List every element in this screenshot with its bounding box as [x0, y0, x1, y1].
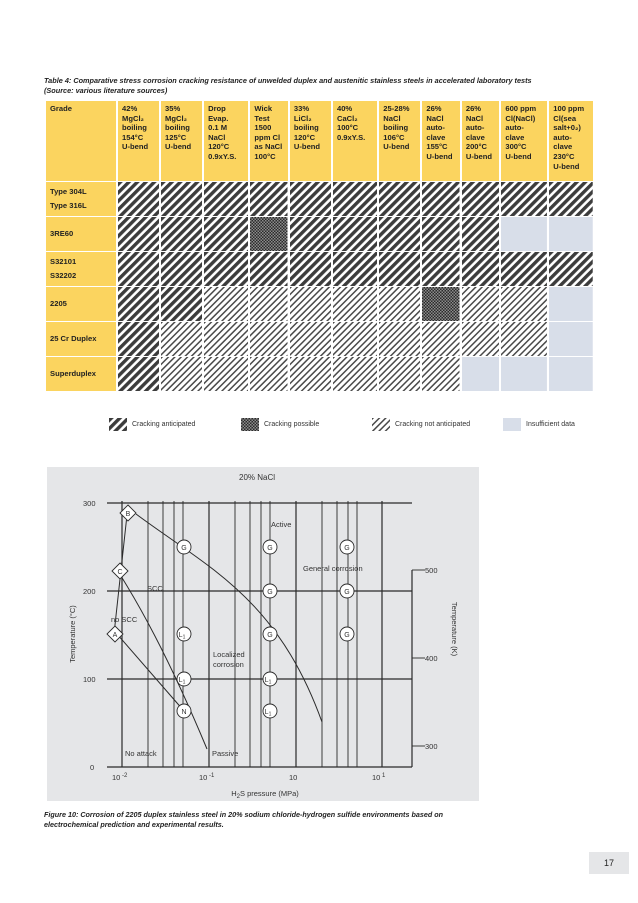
grade-name: Type 304L	[50, 187, 87, 196]
grade-name: S32202	[50, 271, 77, 280]
cracking-anticipated-cell	[422, 251, 460, 286]
x-tick: 10 $^1$	[372, 773, 386, 782]
cracking-anticipated-cell	[118, 321, 159, 356]
x-tick: 10 $^{-1}$	[199, 773, 215, 782]
point-g	[263, 627, 277, 641]
y-right-tick: 400	[425, 654, 438, 663]
header-line: 0.9xY.S.	[336, 132, 366, 142]
cracking-not-anticipated-cell	[422, 356, 460, 391]
legend-swatch-insufficient	[503, 418, 521, 431]
point-g	[177, 540, 191, 554]
header-line: 26%	[426, 104, 442, 113]
header-line: NaCl	[383, 113, 401, 123]
cracking-anticipated-cell	[118, 286, 159, 321]
cracking-anticipated-cell	[333, 181, 377, 216]
insufficient-data-cell	[501, 216, 547, 251]
header-test-condition	[333, 101, 377, 181]
grade-label	[46, 251, 116, 286]
cracking-not-anticipated-cell	[501, 321, 547, 356]
figure-caption	[44, 810, 443, 830]
cracking-anticipated-cell	[250, 251, 288, 286]
legend-label-not-anticipated: Cracking not anticipated	[395, 421, 471, 428]
svg-text:L1: $L_1$	[264, 677, 272, 686]
cracking-anticipated-cell	[161, 251, 202, 286]
header-line: 120°C	[293, 132, 316, 142]
figure-caption-line2: electrochemical prediction and experimental results.	[44, 820, 224, 829]
svg-text:A: A	[112, 632, 118, 639]
header-line: clave	[505, 132, 525, 142]
point-l1	[177, 672, 191, 686]
cracking-not-anticipated-cell	[333, 321, 377, 356]
y-right-ticks	[425, 566, 438, 751]
header-line: NaCl	[208, 132, 226, 142]
cracking-anticipated-cell	[549, 181, 593, 216]
cracking-not-anticipated-cell	[501, 286, 547, 321]
header-test-condition	[462, 101, 500, 181]
grade-name: S32101	[50, 257, 77, 266]
cracking-anticipated-cell	[204, 251, 248, 286]
svg-text:G: G	[344, 589, 350, 596]
grade-label	[46, 181, 116, 216]
header-line: 106°C	[383, 132, 405, 142]
header-line: 154°C	[122, 132, 144, 142]
cracking-not-anticipated-cell	[462, 321, 500, 356]
cracking-anticipated-cell	[290, 216, 331, 251]
y-right-tick: 500	[425, 566, 438, 575]
cracking-anticipated-cell	[118, 251, 159, 286]
grade-name: Superduplex	[50, 369, 96, 378]
point-g	[263, 584, 277, 598]
svg-text:G: G	[181, 545, 187, 552]
table-row	[46, 181, 593, 216]
header-line: clave	[426, 132, 446, 142]
header-grade: Grade	[46, 101, 116, 181]
cracking-anticipated-cell	[379, 216, 420, 251]
boundary-curves	[114, 514, 322, 749]
table-row	[46, 321, 593, 356]
svg-text:B: B	[125, 511, 131, 518]
y-right-tick: 300	[425, 742, 438, 751]
header-line: U-bend	[426, 151, 453, 161]
header-line: MgCl₂	[165, 113, 187, 123]
svg-text:G: G	[267, 545, 273, 552]
cracking-anticipated-cell	[462, 181, 500, 216]
table-header-row	[46, 101, 593, 181]
header-line: 0.9xY.S.	[208, 151, 237, 161]
header-line: Wick	[254, 104, 273, 113]
label-localized: Localized	[213, 650, 245, 659]
grid	[107, 501, 412, 767]
header-test-condition	[379, 101, 420, 181]
header-line: Drop	[208, 104, 226, 113]
grade-label	[46, 286, 116, 321]
header-test-condition	[161, 101, 202, 181]
cracking-not-anticipated-cell	[290, 321, 331, 356]
legend-label-possible: Cracking possible	[264, 421, 320, 428]
header-line: ppm Cl	[254, 132, 281, 142]
label-scc: SCC	[147, 584, 163, 593]
header-line: U-bend	[553, 161, 580, 171]
header-line: auto-	[505, 123, 524, 133]
header-line: U-bend	[122, 142, 149, 152]
point-l1	[263, 672, 277, 686]
cracking-not-anticipated-cell	[333, 356, 377, 391]
grade-label	[46, 321, 116, 356]
figure-title: 20% NaCl	[239, 473, 276, 482]
svg-text:G: G	[344, 632, 350, 639]
header-line: auto-	[465, 123, 485, 133]
header-line: salt+0₂)	[553, 123, 581, 133]
table-legend	[109, 418, 595, 431]
header-line: 26%	[465, 104, 482, 113]
point-n	[177, 704, 191, 718]
header-test-condition	[422, 101, 460, 181]
label-no-scc: no SCC	[111, 615, 138, 624]
header-line: U-bend	[505, 151, 532, 161]
header-line: 155°C	[426, 142, 448, 152]
point-c	[112, 563, 128, 579]
header-test-condition	[118, 101, 159, 181]
cracking-anticipated-cell	[333, 216, 377, 251]
header-test-condition	[290, 101, 331, 181]
header-line: MgCl₂	[122, 113, 144, 123]
header-line: 100°C	[254, 151, 276, 161]
header-line: 125°C	[165, 132, 187, 142]
grade-name: 3RE60	[50, 229, 74, 238]
header-line: 1500	[254, 123, 272, 133]
svg-text:G: G	[267, 589, 273, 596]
header-line: CaCl₂	[336, 113, 358, 123]
table-row	[46, 356, 593, 391]
header-line: auto-	[553, 132, 572, 142]
cracking-not-anticipated-cell	[333, 286, 377, 321]
cracking-not-anticipated-cell	[290, 356, 331, 391]
cracking-not-anticipated-cell	[204, 321, 248, 356]
svg-text:L1: $L_1$	[264, 709, 272, 718]
page-number: 17	[589, 852, 629, 874]
cracking-anticipated-cell	[161, 216, 202, 251]
svg-text:N: N	[181, 709, 187, 716]
header-line: Evap.	[208, 113, 229, 123]
cracking-not-anticipated-cell	[422, 321, 460, 356]
x-tick: 10 $^{-2}$	[112, 773, 128, 782]
header-line: boiling	[165, 123, 190, 133]
x-tick: 10	[289, 773, 298, 782]
table-row	[46, 251, 593, 286]
label-general-corrosion: General corrosion	[303, 564, 363, 573]
cracking-anticipated-cell	[501, 181, 547, 216]
cracking-anticipated-cell	[462, 216, 500, 251]
header-line: LiCl₂	[293, 113, 312, 123]
cracking-possible-cell	[250, 216, 288, 251]
cracking-anticipated-cell	[333, 251, 377, 286]
grade-name: 2205	[50, 299, 67, 308]
x-ticks	[112, 773, 386, 782]
header-line: U-bend	[383, 142, 410, 152]
active-passive-boundary	[136, 514, 322, 722]
cracking-not-anticipated-cell	[462, 286, 500, 321]
header-line: NaCl	[465, 113, 484, 123]
cracking-not-anticipated-cell	[379, 286, 420, 321]
y-left-tick: 100	[83, 675, 96, 684]
y-left-ticks	[83, 499, 96, 772]
region-labels	[111, 520, 363, 758]
table-row	[46, 216, 593, 251]
grade-name: 25 Cr Duplex	[50, 334, 97, 343]
y-axis-label-left: Temperature (°C)	[68, 605, 77, 663]
header-line: U-bend	[165, 142, 192, 152]
point-a	[107, 626, 123, 642]
grade-label	[46, 356, 116, 391]
header-line: 600 ppm	[505, 104, 537, 113]
point-g	[340, 584, 354, 598]
scc-resistance-table	[44, 101, 595, 391]
insufficient-data-cell	[549, 216, 593, 251]
table-caption	[44, 76, 532, 96]
table-caption-line2: (Source: various literature sources)	[44, 86, 168, 95]
svg-text:C: C	[117, 569, 123, 576]
y-left-tick: 300	[83, 499, 96, 508]
cracking-anticipated-cell	[204, 181, 248, 216]
point-l1	[263, 704, 277, 718]
header-line: boiling	[383, 123, 409, 133]
insufficient-data-cell	[549, 356, 593, 391]
header-line: boiling	[293, 123, 319, 133]
header-test-condition	[549, 101, 593, 181]
header-line: 100 ppm	[553, 104, 585, 113]
grade-name: Type 316L	[50, 201, 87, 210]
legend-swatch-possible	[241, 418, 259, 431]
y-left-tick: 200	[83, 587, 96, 596]
cracking-anticipated-cell	[422, 181, 460, 216]
cracking-anticipated-cell	[204, 216, 248, 251]
insufficient-data-cell	[549, 321, 593, 356]
label-corrosion: corrosion	[213, 660, 244, 669]
cracking-anticipated-cell	[118, 216, 159, 251]
label-passive: Passive	[212, 749, 239, 758]
cracking-not-anticipated-cell	[161, 356, 202, 391]
svg-text:G: G	[267, 632, 273, 639]
svg-text:G: G	[344, 545, 350, 552]
cracking-anticipated-cell	[290, 181, 331, 216]
cracking-anticipated-cell	[118, 181, 159, 216]
legend-label-anticipated: Cracking anticipated	[132, 421, 196, 428]
point-l1	[177, 627, 191, 641]
header-line: auto-	[426, 123, 445, 133]
header-line: clave	[465, 132, 485, 142]
header-line: boiling	[122, 123, 147, 133]
header-line: 35%	[165, 104, 181, 113]
x-axis-label: $H_2S$ pressure (MPa)	[231, 789, 299, 800]
header-line: as NaCl	[254, 142, 283, 152]
figure-caption-line1: Figure 10: Corrosion of 2205 duplex stainless steel in 20% sodium chloride-hydrogen sulfide environments based on	[44, 810, 443, 819]
header-test-condition	[250, 101, 288, 181]
corrosion-diagram	[47, 467, 479, 801]
cracking-not-anticipated-cell	[250, 356, 288, 391]
header-line: Cl(sea	[553, 113, 577, 123]
header-line: 100°C	[336, 123, 359, 133]
y-left-tick: 0	[90, 763, 95, 772]
header-line: clave	[553, 142, 573, 152]
table-row	[46, 286, 593, 321]
cracking-not-anticipated-cell	[379, 356, 420, 391]
table-caption-line1: Table 4: Comparative stress corrosion cracking resistance of unwelded duplex and austenitic stainless steels in accelerated laboratory tests	[44, 76, 532, 85]
insufficient-data-cell	[462, 356, 500, 391]
header-line: Test	[254, 113, 270, 123]
header-line: 42%	[122, 104, 138, 113]
svg-text:L1: $L_1$	[178, 632, 186, 641]
cracking-anticipated-cell	[161, 286, 202, 321]
legend-swatch-not-anticipated	[372, 418, 390, 431]
legend-label-insufficient: Insufficient data	[526, 421, 575, 428]
cracking-anticipated-cell	[250, 181, 288, 216]
cracking-anticipated-cell	[379, 251, 420, 286]
cracking-not-anticipated-cell	[161, 321, 202, 356]
cracking-anticipated-cell	[161, 181, 202, 216]
point-g	[340, 627, 354, 641]
cracking-anticipated-cell	[549, 251, 593, 286]
header-line: 230°C	[553, 151, 575, 161]
header-line: U-bend	[465, 151, 492, 161]
header-test-condition	[501, 101, 547, 181]
point-g	[340, 540, 354, 554]
header-line: 200°C	[465, 142, 488, 152]
header-test-condition	[204, 101, 248, 181]
cracking-not-anticipated-cell	[204, 286, 248, 321]
cracking-anticipated-cell	[118, 356, 159, 391]
cracking-possible-cell	[422, 286, 460, 321]
cracking-anticipated-cell	[379, 181, 420, 216]
cracking-not-anticipated-cell	[290, 286, 331, 321]
legend-swatch-anticipated	[109, 418, 127, 431]
header-line: 300°C	[505, 142, 527, 152]
grade-label	[46, 216, 116, 251]
cracking-anticipated-cell	[422, 216, 460, 251]
header-line: 0.1 M	[208, 123, 228, 133]
header-line: 25-28%	[383, 104, 410, 113]
cracking-not-anticipated-cell	[250, 286, 288, 321]
header-line: 120°C	[208, 142, 230, 152]
header-line: 33%	[293, 104, 310, 113]
header-line: NaCl	[426, 113, 444, 123]
label-no-attack: No attack	[125, 749, 157, 758]
header-line: 40%	[336, 104, 353, 113]
point-g	[263, 540, 277, 554]
cracking-anticipated-cell	[462, 251, 500, 286]
cracking-anticipated-cell	[501, 251, 547, 286]
cracking-anticipated-cell	[290, 251, 331, 286]
insufficient-data-cell	[501, 356, 547, 391]
header-line: Cl(NaCl)	[505, 113, 536, 123]
cracking-not-anticipated-cell	[250, 321, 288, 356]
cracking-not-anticipated-cell	[379, 321, 420, 356]
cracking-not-anticipated-cell	[204, 356, 248, 391]
svg-text:L1: $L_1$	[178, 677, 186, 686]
header-line: U-bend	[293, 142, 321, 152]
insufficient-data-cell	[549, 286, 593, 321]
y-axis-label-right: Temperature (K)	[450, 601, 459, 657]
label-active: Active	[271, 520, 292, 529]
